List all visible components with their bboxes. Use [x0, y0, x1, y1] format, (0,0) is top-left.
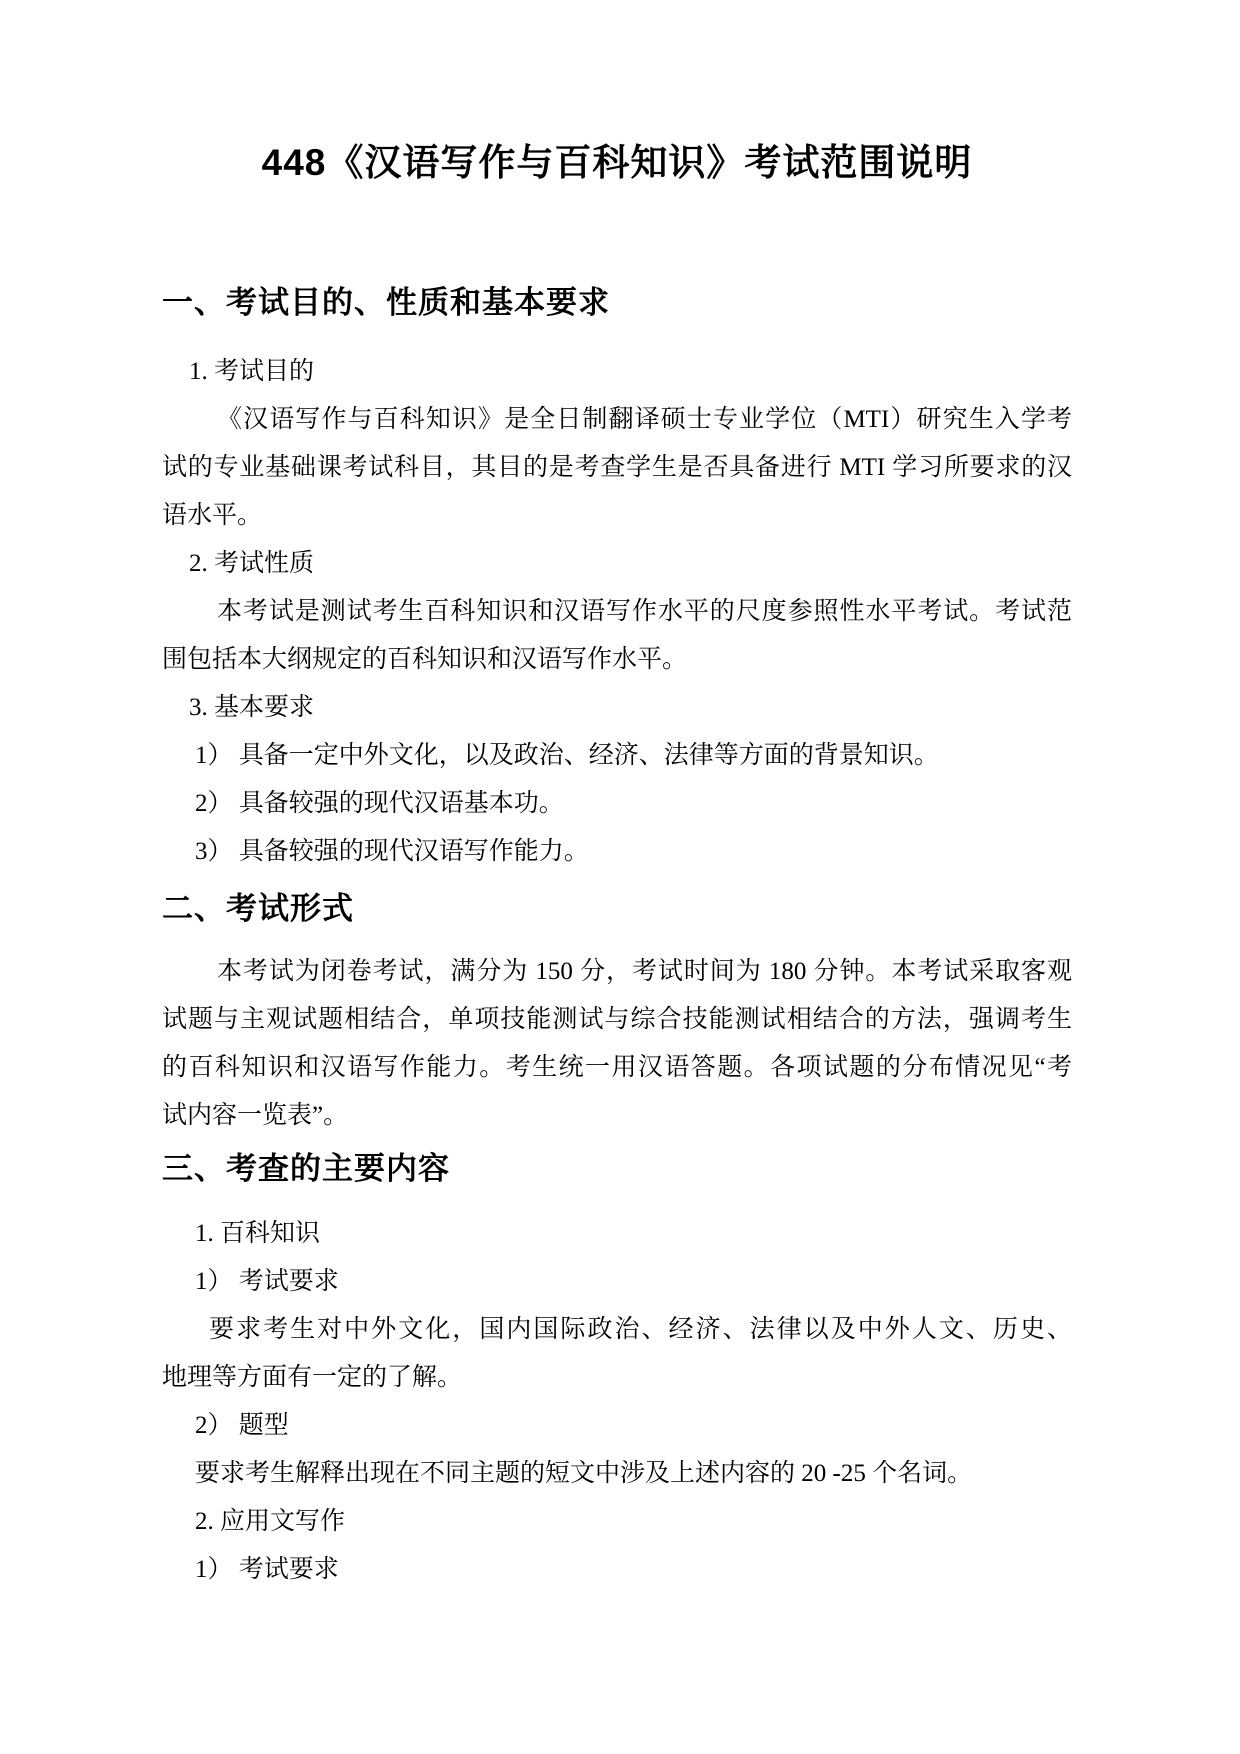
doc-line: 试内容一览表”。	[162, 1102, 349, 1129]
sub-item-question-type: 2） 题型	[195, 1412, 289, 1439]
section-heading-1: 一、考试目的、性质和基本要求	[162, 285, 610, 320]
sub-item-requirement-2: 2） 具备较强的现代汉语基本功。	[195, 790, 564, 817]
doc-line: 《汉语写作与百科知识》是全日制翻译硕士专业学位（MTI）研究生入学考	[217, 406, 1072, 433]
doc-line: 本考试为闭卷考试，满分为 150 分，考试时间为 180 分钟。本考试采取客观	[217, 958, 1072, 985]
item-encyclopedic-knowledge: 1. 百科知识	[195, 1220, 321, 1247]
doc-line: 试题与主观试题相结合，单项技能测试与综合技能测试相结合的方法，强调考生	[162, 1006, 1072, 1033]
sub-item-requirement-1: 1） 具备一定中外文化，以及政治、经济、法律等方面的背景知识。	[195, 742, 939, 769]
sub-item-exam-requirement-2: 1） 考试要求	[195, 1556, 339, 1583]
sub-item-requirement-3: 3） 具备较强的现代汉语写作能力。	[195, 838, 589, 865]
item-exam-nature: 2. 考试性质	[189, 550, 315, 577]
item-practical-writing: 2. 应用文写作	[195, 1508, 346, 1535]
doc-line: 语水平。	[162, 502, 263, 529]
doc-line: 要求考生解释出现在不同主题的短文中涉及上述内容的 20 -25 个名词。	[195, 1460, 973, 1487]
doc-line: 地理等方面有一定的了解。	[162, 1364, 463, 1391]
doc-line: 试的专业基础课考试科目，其目的是考查学生是否具备进行 MTI 学习所要求的汉	[162, 454, 1072, 481]
doc-line: 本考试是测试考生百科知识和汉语写作水平的尺度参照性水平考试。考试范	[217, 598, 1072, 625]
document-content	[0, 138, 1240, 1594]
document-title: 448《汉语写作与百科知识》考试范围说明	[261, 142, 973, 183]
doc-line: 的百科知识和汉语写作能力。考生统一用汉语答题。各项试题的分布情况见“考	[162, 1054, 1072, 1081]
item-basic-requirements: 3. 基本要求	[189, 694, 315, 721]
item-exam-purpose: 1. 考试目的	[189, 358, 315, 385]
section-heading-2: 二、考试形式	[162, 891, 354, 926]
doc-line: 要求考生对中外文化，国内国际政治、经济、法律以及中外人文、历史、	[209, 1316, 1072, 1343]
sub-item-exam-requirement: 1） 考试要求	[195, 1268, 339, 1295]
section-heading-3: 三、考查的主要内容	[162, 1151, 450, 1186]
doc-line: 围包括本大纲规定的百科知识和汉语写作水平。	[162, 646, 688, 673]
